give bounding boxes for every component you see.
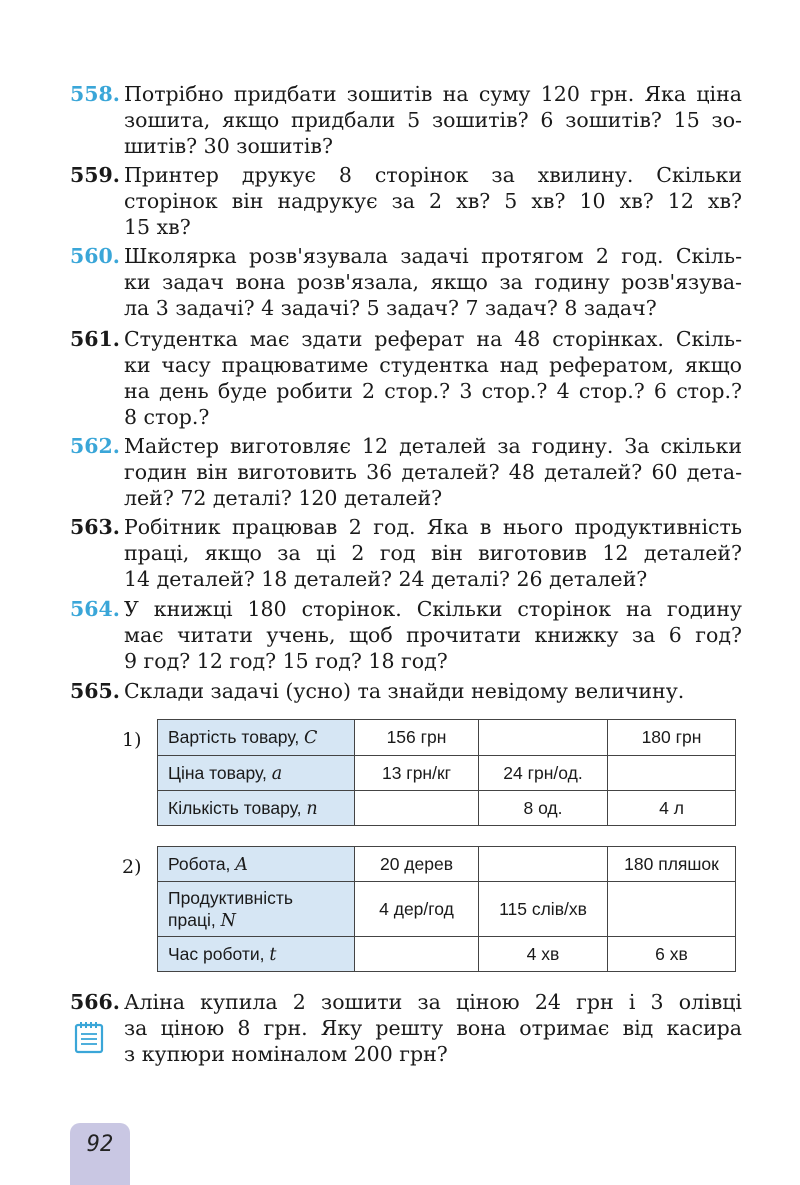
row-label: Продуктивність (168, 887, 293, 908)
row-variable: A (235, 854, 248, 875)
table-cell: 4 хв (479, 937, 608, 972)
table-cell: 115 слів/хв (479, 882, 608, 937)
problem-text-line: ла 3 задачі? 4 задачі? 5 задач? 7 задач? 8 задач? (124, 296, 657, 320)
table-header-cell (158, 882, 355, 937)
table-header-cell (158, 791, 355, 826)
problem-text-line: Аліна купила 2 зошити за ціною 24 грн і 3 олівці (124, 990, 742, 1014)
problem-text-line: з купюри номіналом 200 грн? (124, 1042, 448, 1066)
table-cell: 20 дерев (355, 847, 479, 882)
problem-text-line: Потрібно придбати зошитів на суму 120 грн. Яка ціна (124, 82, 742, 106)
problem-number: 566. (70, 990, 120, 1014)
problem-text-line: має читати учень, щоб прочитати книжку за 6 год? (124, 623, 742, 647)
problem-number: 563. (70, 515, 120, 539)
problem-text-line: праці, якщо за ці 2 год він виготовив 12 деталей? (124, 541, 742, 565)
problem-text-line: Склади задачі (усно) та знайди невідому величину. (124, 679, 685, 703)
problem-text-line: зошита, якщо придбали 5 зошитів? 6 зошитів? 15 зо- (124, 108, 742, 132)
row-label: Час роботи, (168, 943, 270, 964)
row-label: Кількість товару, (168, 797, 307, 818)
table-cell: 156 грн (355, 720, 479, 756)
table-cell: 24 грн/од. (479, 756, 608, 791)
table-cell (355, 937, 479, 972)
table-row (158, 847, 736, 882)
page-number: 92 (70, 1123, 130, 1185)
table-header-cell (158, 720, 355, 756)
row-label: Вартість товару, (168, 727, 305, 747)
problem-number: 560. (70, 244, 120, 268)
table-2-label: 2) (122, 856, 142, 878)
problem-text-line: на день буде робити 2 стор.? 3 стор.? 4 стор.? 6 стор.? (124, 379, 742, 403)
notebook-icon (74, 1020, 104, 1054)
problem-text-line: Робітник працював 2 год. Яка в нього продуктивність (124, 515, 742, 539)
problem-text-line: 9 год? 12 год? 15 год? 18 год? (124, 649, 448, 673)
problem-number: 564. (70, 597, 120, 621)
table-cell: 180 пляшок (608, 847, 736, 882)
table-row (158, 791, 736, 826)
problem-number: 561. (70, 327, 120, 351)
table-1-label: 1) (122, 729, 142, 751)
row-variable: n (306, 798, 318, 819)
table-row (158, 937, 736, 972)
table-cell (355, 791, 479, 826)
table-cell: 8 од. (479, 791, 608, 826)
table-1 (157, 719, 736, 826)
problem-number: 559. (70, 163, 120, 187)
problem-text-line: ки часу працюватиме студентка над рефератом, якщо (124, 353, 742, 377)
problem-number: 565. (70, 679, 120, 703)
table-row (158, 756, 736, 791)
table-cell (608, 756, 736, 791)
table-cell (608, 882, 736, 937)
problem-text-line: годин він виготовить 36 деталей? 48 деталей? 60 дета- (124, 460, 742, 484)
table-cell (479, 847, 608, 882)
table-cell: 13 грн/кг (355, 756, 479, 791)
problem-text-line: Принтер друкує 8 сторінок за хвилину. Скільки (124, 163, 742, 187)
problem-text-line: 15 хв? (124, 215, 191, 239)
problem-number: 562. (70, 434, 120, 458)
problem-text-line: Школярка розв'язувала задачі протягом 2 год. Скіль- (124, 244, 742, 268)
problem-text-line: сторінок він надрукує за 2 хв? 5 хв? 10 хв? 12 хв? (124, 189, 742, 213)
table-row (158, 882, 736, 937)
problem-text-line: 8 стор.? (124, 405, 210, 429)
row-variable: a (271, 763, 283, 784)
table-cell: 180 грн (608, 720, 736, 756)
row-variable: t (269, 944, 277, 965)
problem-text-line: У книжці 180 сторінок. Скільки сторінок на годину (124, 597, 742, 621)
table-cell: 6 хв (608, 937, 736, 972)
problem-text-line: 14 деталей? 18 деталей? 24 деталі? 26 деталей? (124, 567, 648, 591)
row-variable: N (220, 910, 236, 931)
row-label: Робота, (168, 853, 236, 874)
table-cell: 4 дер/год (355, 882, 479, 937)
row-label: Ціна товару, (168, 762, 272, 783)
problem-text-line: шитів? 30 зошитів? (124, 134, 333, 158)
table-2 (157, 846, 736, 972)
problem-text-line: Студентка має здати реферат на 48 сторінках. Скіль- (124, 327, 742, 351)
row-label: праці, (168, 909, 221, 930)
problem-text-line: Майстер виготовляє 12 деталей за годину. За скільки (124, 434, 742, 458)
table-cell: 4 л (608, 791, 736, 826)
table-header-cell (158, 756, 355, 791)
row-variable: C (304, 728, 318, 748)
table-header-cell (158, 847, 355, 882)
table-cell (479, 720, 608, 756)
problem-text-line: за ціною 8 грн. Яку решту вона отримає від касира (124, 1016, 742, 1040)
problem-text-line: лей? 72 деталі? 120 деталей? (124, 486, 443, 510)
problem-text-line: ки задач вона розв'язала, якщо за годину розв'язува- (124, 270, 742, 294)
table-row (158, 720, 736, 756)
table-header-cell (158, 937, 355, 972)
problem-number: 558. (70, 82, 120, 106)
